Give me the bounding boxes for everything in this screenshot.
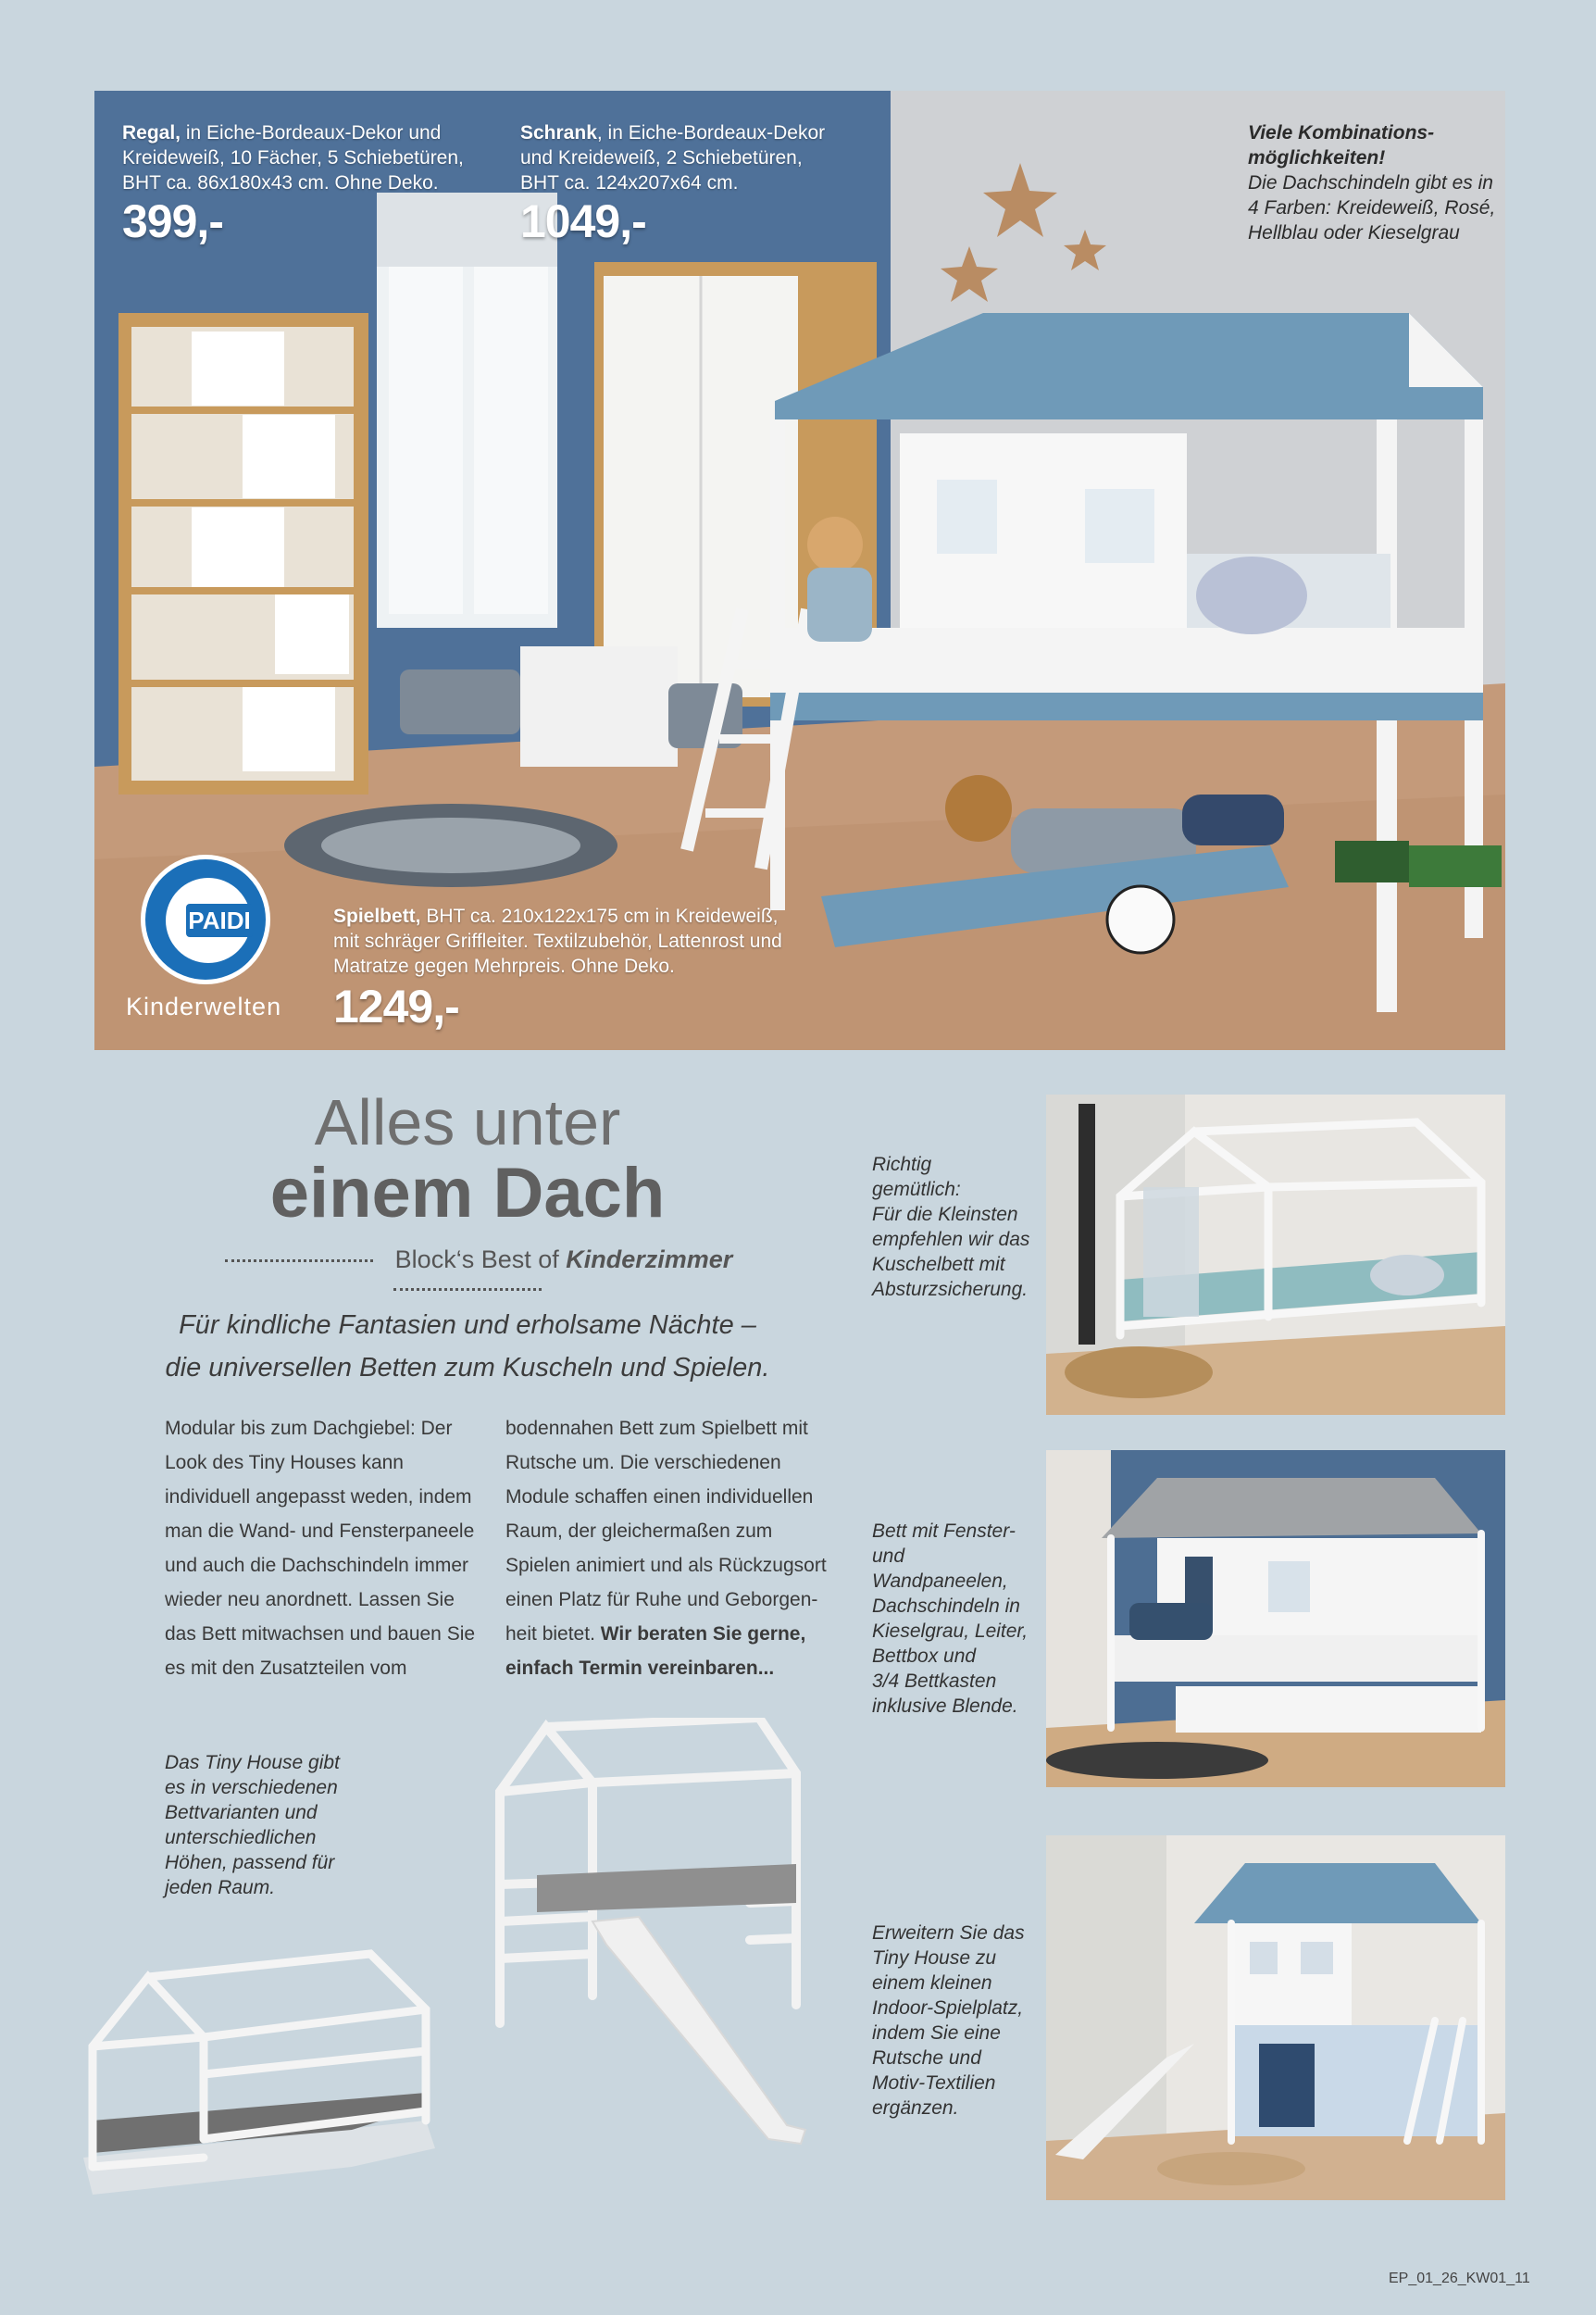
subheadline-prefix: Block‘s Best of — [394, 1245, 567, 1273]
schrank-desc-1: , in Eiche-Bordeaux-Dekor — [596, 122, 826, 144]
body-line: das Bett mitwachsen und bauen Sie — [165, 1623, 476, 1645]
caption-line: Das Tiny House gibt — [165, 1752, 340, 1773]
subheadline — [130, 1245, 805, 1303]
body-line: individuell angepasst weden, indem — [165, 1486, 472, 1508]
body-line: bodennahen Bett zum Spielbett mit — [505, 1418, 808, 1439]
body-cta-2 — [505, 1651, 839, 1685]
spielplatzbett-illustration — [1046, 1835, 1505, 2200]
caption-line: Bettvarianten und — [165, 1802, 318, 1823]
hero-photo — [94, 91, 1505, 1050]
lead-line-1: Für kindliche Fantasien und erholsame Nächte – — [179, 1310, 756, 1340]
regal-caption — [122, 120, 464, 195]
body-line: Spielen animiert und als Rückzugsort — [505, 1555, 827, 1576]
photo-fensterbett — [1046, 1450, 1505, 1787]
loft-bed-slide-cutout — [481, 1718, 824, 2153]
spielbett-desc-1: BHT ca. 210x122x175 cm in Kreideweiß, — [426, 906, 779, 927]
regal-name: Regal, — [122, 122, 181, 144]
caption-line: inklusive Blende. — [872, 1696, 1018, 1717]
body-column-right — [505, 1411, 839, 1685]
logo-tagline: Kinderwelten — [126, 993, 282, 1020]
caption-line: Bett mit Fenster- — [872, 1520, 1016, 1542]
caption-line: gemütlich: — [872, 1179, 961, 1200]
caption-line: Absturzsicherung. — [872, 1279, 1029, 1300]
combo-caption — [1248, 120, 1495, 245]
spielbett-caption — [333, 904, 782, 979]
subheadline-emph: Kinderzimmer — [566, 1245, 733, 1273]
dotted-rule-right — [393, 1288, 542, 1291]
paidi-logo — [141, 855, 270, 984]
body-line: es mit den Zusatzteilen vom — [165, 1658, 407, 1679]
photo-spielplatzbett — [1046, 1835, 1505, 2200]
body-line: man die Wand- und Fensterpaneele — [165, 1520, 475, 1542]
caption-line: Für die Kleinsten — [872, 1204, 1018, 1225]
combo-line-3: Hellblau oder Kieselgrau — [1248, 222, 1460, 244]
caption-line: Motiv-Textilien — [872, 2072, 996, 2094]
caption-line: einem kleinen — [872, 1972, 992, 1994]
combo-title-2: möglichkeiten! — [1248, 147, 1386, 169]
caption-line: 3/4 Bettkasten — [872, 1671, 997, 1692]
lead-line-2: die universellen Betten zum Kuscheln und Spielen. — [165, 1353, 770, 1383]
combo-line-1: Die Dachschindeln gibt es in — [1248, 172, 1493, 194]
schrank-desc-3: BHT ca. 124x207x64 cm. — [520, 172, 739, 194]
caption-line: unterschiedlichen — [165, 1827, 317, 1848]
dotted-rule-left — [225, 1259, 373, 1262]
caption-line: Tiny House zu — [872, 1947, 997, 1969]
body-column-left — [165, 1411, 489, 1685]
body-line: Module schaffen einen individuellen — [505, 1486, 814, 1508]
spielbett-desc-3: Matratze gegen Mehrpreis. Ohne Deko. — [333, 956, 675, 977]
fensterbett-illustration — [1046, 1450, 1505, 1787]
caption-2 — [872, 1519, 1039, 1719]
combo-title-1: Viele Kombinations- — [1248, 122, 1435, 144]
caption-line: Indoor-Spielplatz, — [872, 1997, 1024, 2019]
schrank-caption — [520, 120, 825, 195]
body-line: Look des Tiny Houses kann — [165, 1452, 404, 1473]
caption-line: Dachschindeln in — [872, 1595, 1020, 1617]
spielbett-name: Spielbett, — [333, 906, 421, 927]
spielbett-price: 1249,- — [333, 981, 459, 1032]
caption-line: Bettbox und — [872, 1646, 977, 1667]
caption-line: Höhen, passend für — [165, 1852, 335, 1873]
kuschelbett-illustration — [1046, 1095, 1505, 1415]
body-line: heit bietet. — [505, 1623, 601, 1645]
body-line-mixed — [505, 1617, 839, 1651]
regal-desc-3: BHT ca. 86x180x43 cm. Ohne Deko. — [122, 172, 439, 194]
body-line: wieder neu anordnett. Lassen Sie — [165, 1589, 455, 1610]
caption-line: Rutsche und — [872, 2047, 981, 2069]
caption-line: ergänzen. — [872, 2097, 959, 2119]
body-line: Raum, der gleichermaßen zum — [505, 1520, 773, 1542]
caption-line: es in verschiedenen — [165, 1777, 338, 1798]
page-footer-code: EP_01_26_KW01_11 — [1389, 2271, 1530, 2286]
floor-bed-cutout — [74, 1935, 444, 2195]
caption-line: indem Sie eine — [872, 2022, 1001, 2044]
headline-line-1: Alles unter — [314, 1086, 621, 1158]
caption-line: und Wandpaneelen, — [872, 1545, 1008, 1592]
caption-line: Kuschelbett mit — [872, 1254, 1005, 1275]
caption-line: Richtig — [872, 1154, 932, 1175]
caption-line: Kieselgrau, Leiter, — [872, 1620, 1029, 1642]
schrank-desc-2: und Kreideweiß, 2 Schiebetüren, — [520, 147, 803, 169]
schrank-name: Schrank — [520, 122, 597, 144]
caption-line: jeden Raum. — [165, 1877, 276, 1898]
lead-text — [139, 1304, 796, 1389]
caption-tiny-house — [165, 1750, 359, 1900]
body-line: Modular bis zum Dachgiebel: Der — [165, 1418, 453, 1439]
body-line: einen Platz für Ruhe und Geborgen- — [505, 1589, 818, 1610]
headline-line-2: einem Dach — [269, 1154, 666, 1233]
schrank-price: 1049,- — [520, 195, 646, 247]
combo-line-2: 4 Farben: Kreideweiß, Rosé, — [1248, 197, 1496, 219]
caption-line: empfehlen wir das — [872, 1229, 1030, 1250]
caption-line: Erweitern Sie das — [872, 1922, 1025, 1944]
spielbett-desc-2: mit schräger Griffleiter. Textilzubehör, Lattenrost und — [333, 931, 782, 952]
body-line: und auch die Dachschindeln immer — [165, 1555, 469, 1576]
regal-desc-1: in Eiche-Bordeaux-Dekor und — [185, 122, 442, 144]
body-cta-1: Wir beraten Sie gerne, — [600, 1623, 806, 1645]
caption-1 — [872, 1152, 1039, 1302]
photo-kuschelbett — [1046, 1095, 1505, 1415]
regal-desc-2: Kreideweiß, 10 Fächer, 5 Schiebetüren, — [122, 147, 464, 169]
body-cta-2-text: einfach Termin vereinbaren... — [505, 1658, 775, 1679]
caption-3 — [872, 1921, 1039, 2121]
body-line: Rutsche um. Die verschiedenen — [505, 1452, 781, 1473]
regal-price: 399,- — [122, 195, 223, 247]
logo-brand: PAIDI — [186, 904, 253, 937]
